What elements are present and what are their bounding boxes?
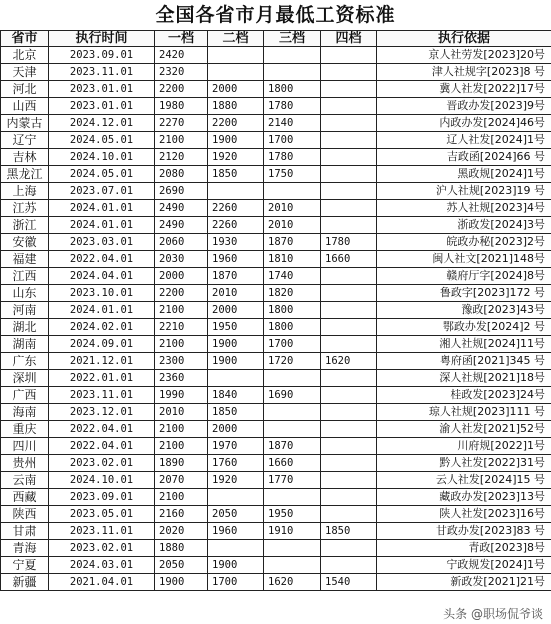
cell-tier-2: 1700 [208, 574, 264, 591]
cell-effective-date: 2024.04.01 [49, 268, 155, 285]
cell-province: 西藏 [1, 489, 49, 506]
cell-tier-2: 2260 [208, 200, 264, 217]
cell-tier-3: 1870 [264, 438, 321, 455]
cell-effective-date: 2024.01.01 [49, 200, 155, 217]
cell-basis: 桂政发[2023]24号 [377, 387, 551, 404]
cell-effective-date: 2023.01.01 [49, 81, 155, 98]
header-tier-2: 二档 [208, 31, 264, 47]
cell-basis: 深人社规[2021]18号 [377, 370, 551, 387]
cell-tier-1: 2030 [155, 251, 208, 268]
table-row [1, 506, 551, 523]
table-row [1, 285, 551, 302]
cell-tier-1: 2020 [155, 523, 208, 540]
cell-tier-4 [321, 404, 377, 421]
cell-tier-3: 1750 [264, 166, 321, 183]
cell-basis: 陕人社发[2023]16号 [377, 506, 551, 523]
cell-effective-date: 2021.04.01 [49, 574, 155, 591]
cell-tier-1: 2100 [155, 336, 208, 353]
cell-effective-date: 2023.02.01 [49, 455, 155, 472]
cell-tier-2: 1880 [208, 98, 264, 115]
cell-effective-date: 2022.04.01 [49, 438, 155, 455]
cell-tier-4 [321, 370, 377, 387]
cell-province: 新疆 [1, 574, 49, 591]
cell-tier-1: 2490 [155, 217, 208, 234]
cell-province: 上海 [1, 183, 49, 200]
cell-effective-date: 2023.07.01 [49, 183, 155, 200]
table-row [1, 523, 551, 540]
cell-effective-date: 2023.05.01 [49, 506, 155, 523]
table-row [1, 455, 551, 472]
cell-tier-2: 2200 [208, 115, 264, 132]
cell-effective-date: 2023.11.01 [49, 523, 155, 540]
cell-basis: 川府规[2022]1号 [377, 438, 551, 455]
cell-tier-1: 2060 [155, 234, 208, 251]
cell-tier-2 [208, 64, 264, 81]
cell-tier-3: 1810 [264, 251, 321, 268]
cell-tier-2: 1870 [208, 268, 264, 285]
cell-effective-date: 2024.09.01 [49, 336, 155, 353]
cell-tier-2: 1960 [208, 523, 264, 540]
cell-tier-3: 1950 [264, 506, 321, 523]
cell-tier-4 [321, 268, 377, 285]
cell-effective-date: 2022.04.01 [49, 421, 155, 438]
cell-province: 海南 [1, 404, 49, 421]
table-row [1, 336, 551, 353]
header-province: 省市 [1, 31, 49, 47]
cell-tier-4 [321, 540, 377, 557]
cell-tier-2: 2000 [208, 421, 264, 438]
cell-basis: 冀人社发[2022]17号 [377, 81, 551, 98]
table-row [1, 166, 551, 183]
cell-basis: 赣府厅字[2024]8号 [377, 268, 551, 285]
cell-tier-4 [321, 285, 377, 302]
cell-tier-2: 1930 [208, 234, 264, 251]
cell-tier-1: 2160 [155, 506, 208, 523]
cell-province: 黑龙江 [1, 166, 49, 183]
cell-tier-4 [321, 132, 377, 149]
cell-tier-3 [264, 404, 321, 421]
cell-tier-1: 2080 [155, 166, 208, 183]
cell-province: 河北 [1, 81, 49, 98]
cell-province: 吉林 [1, 149, 49, 166]
table-row [1, 47, 551, 64]
cell-tier-4 [321, 506, 377, 523]
wage-table [0, 30, 551, 591]
header-basis: 执行依据 [377, 31, 551, 47]
cell-tier-3: 1870 [264, 234, 321, 251]
header-row [1, 31, 551, 47]
cell-effective-date: 2023.10.01 [49, 285, 155, 302]
table-row [1, 268, 551, 285]
cell-tier-4 [321, 421, 377, 438]
cell-tier-3: 1800 [264, 302, 321, 319]
cell-tier-4 [321, 336, 377, 353]
cell-tier-2: 1920 [208, 149, 264, 166]
cell-tier-1: 1990 [155, 387, 208, 404]
cell-tier-1: 2100 [155, 489, 208, 506]
cell-tier-2: 1760 [208, 455, 264, 472]
cell-tier-1: 1890 [155, 455, 208, 472]
cell-effective-date: 2023.03.01 [49, 234, 155, 251]
cell-tier-1: 2420 [155, 47, 208, 64]
cell-tier-4: 1540 [321, 574, 377, 591]
table-row [1, 81, 551, 98]
cell-province: 浙江 [1, 217, 49, 234]
cell-province: 云南 [1, 472, 49, 489]
cell-tier-4 [321, 217, 377, 234]
cell-tier-1: 1880 [155, 540, 208, 557]
cell-effective-date: 2023.09.01 [49, 47, 155, 64]
cell-province: 甘肃 [1, 523, 49, 540]
cell-tier-4 [321, 81, 377, 98]
cell-tier-3 [264, 489, 321, 506]
cell-tier-1: 2120 [155, 149, 208, 166]
cell-basis: 甘政办发[2023]83 号 [377, 523, 551, 540]
cell-tier-4 [321, 149, 377, 166]
cell-tier-1: 2000 [155, 268, 208, 285]
table-row [1, 557, 551, 574]
cell-effective-date: 2023.02.01 [49, 540, 155, 557]
cell-tier-1: 2270 [155, 115, 208, 132]
cell-basis: 黔人社发[2022]31号 [377, 455, 551, 472]
cell-basis: 湘人社规[2024]11号 [377, 336, 551, 353]
cell-tier-3: 1770 [264, 472, 321, 489]
cell-tier-2: 2260 [208, 217, 264, 234]
cell-province: 安徽 [1, 234, 49, 251]
cell-tier-1: 2100 [155, 302, 208, 319]
cell-province: 重庆 [1, 421, 49, 438]
cell-effective-date: 2022.01.01 [49, 370, 155, 387]
table-row [1, 472, 551, 489]
cell-tier-3: 2140 [264, 115, 321, 132]
cell-tier-4 [321, 64, 377, 81]
cell-effective-date: 2022.04.01 [49, 251, 155, 268]
table-row [1, 200, 551, 217]
table-row [1, 149, 551, 166]
table-row [1, 319, 551, 336]
cell-tier-1: 2100 [155, 438, 208, 455]
cell-tier-4 [321, 489, 377, 506]
cell-tier-4 [321, 557, 377, 574]
cell-tier-3: 1820 [264, 285, 321, 302]
cell-tier-3: 1800 [264, 319, 321, 336]
cell-tier-4 [321, 319, 377, 336]
cell-province: 广东 [1, 353, 49, 370]
table-row [1, 370, 551, 387]
cell-basis: 苏人社规[2023]4号 [377, 200, 551, 217]
cell-province: 山东 [1, 285, 49, 302]
table-row [1, 302, 551, 319]
cell-tier-2: 1840 [208, 387, 264, 404]
cell-tier-2: 1900 [208, 132, 264, 149]
table-row [1, 234, 551, 251]
cell-tier-4: 1780 [321, 234, 377, 251]
cell-basis: 沪人社规[2023]19 号 [377, 183, 551, 200]
cell-tier-3: 1700 [264, 132, 321, 149]
cell-province: 天津 [1, 64, 49, 81]
cell-effective-date: 2024.05.01 [49, 166, 155, 183]
cell-effective-date: 2024.10.01 [49, 149, 155, 166]
cell-tier-2 [208, 370, 264, 387]
cell-tier-2: 2010 [208, 285, 264, 302]
cell-tier-1: 2210 [155, 319, 208, 336]
cell-tier-4: 1850 [321, 523, 377, 540]
table-row [1, 489, 551, 506]
cell-tier-2: 1850 [208, 166, 264, 183]
cell-basis: 吉政函[2024]66 号 [377, 149, 551, 166]
cell-tier-1: 2100 [155, 132, 208, 149]
table-row [1, 387, 551, 404]
table-row [1, 64, 551, 81]
cell-basis: 黑政规[2024]1号 [377, 166, 551, 183]
cell-effective-date: 2021.12.01 [49, 353, 155, 370]
cell-tier-4 [321, 47, 377, 64]
cell-tier-3: 1620 [264, 574, 321, 591]
cell-tier-2: 1920 [208, 472, 264, 489]
cell-tier-3: 1660 [264, 455, 321, 472]
cell-basis: 辽人社发[2024]1号 [377, 132, 551, 149]
cell-province: 河南 [1, 302, 49, 319]
cell-tier-3 [264, 64, 321, 81]
cell-tier-4 [321, 438, 377, 455]
table-row [1, 404, 551, 421]
cell-effective-date: 2024.12.01 [49, 115, 155, 132]
table-row [1, 540, 551, 557]
cell-province: 青海 [1, 540, 49, 557]
cell-tier-4 [321, 183, 377, 200]
cell-tier-2: 1900 [208, 336, 264, 353]
cell-tier-3: 2010 [264, 217, 321, 234]
cell-tier-4 [321, 200, 377, 217]
cell-basis: 内政办发[2024]46号 [377, 115, 551, 132]
cell-tier-2: 2050 [208, 506, 264, 523]
cell-tier-4 [321, 166, 377, 183]
header-tier-4: 四档 [321, 31, 377, 47]
cell-tier-3 [264, 47, 321, 64]
table-row [1, 421, 551, 438]
cell-basis: 云人社发[2024]15 号 [377, 472, 551, 489]
cell-tier-4 [321, 302, 377, 319]
cell-effective-date: 2024.02.01 [49, 319, 155, 336]
cell-tier-1: 2100 [155, 421, 208, 438]
cell-effective-date: 2024.03.01 [49, 557, 155, 574]
cell-effective-date: 2024.10.01 [49, 472, 155, 489]
cell-effective-date: 2023.01.01 [49, 98, 155, 115]
cell-tier-1: 2070 [155, 472, 208, 489]
cell-tier-4 [321, 98, 377, 115]
cell-tier-3: 1720 [264, 353, 321, 370]
cell-tier-1: 2200 [155, 285, 208, 302]
header-effective-date: 执行时间 [49, 31, 155, 47]
cell-province: 山西 [1, 98, 49, 115]
cell-basis: 闽人社文[2021]148号 [377, 251, 551, 268]
cell-province: 湖南 [1, 336, 49, 353]
cell-tier-2 [208, 489, 264, 506]
cell-tier-3 [264, 540, 321, 557]
cell-tier-2: 1850 [208, 404, 264, 421]
cell-tier-3: 2010 [264, 200, 321, 217]
cell-province: 宁夏 [1, 557, 49, 574]
cell-basis: 浙政发[2024]3号 [377, 217, 551, 234]
table-body [1, 47, 551, 591]
page-title: 全国各省市月最低工资标准 [155, 4, 396, 26]
cell-tier-1: 2320 [155, 64, 208, 81]
cell-tier-3: 1910 [264, 523, 321, 540]
cell-tier-1: 2200 [155, 81, 208, 98]
cell-tier-3 [264, 183, 321, 200]
cell-province: 湖北 [1, 319, 49, 336]
cell-province: 陕西 [1, 506, 49, 523]
cell-basis: 晋政办发[2023]9号 [377, 98, 551, 115]
cell-basis: 藏政办发[2023]13号 [377, 489, 551, 506]
cell-tier-2 [208, 47, 264, 64]
cell-tier-3 [264, 557, 321, 574]
cell-tier-2: 1900 [208, 353, 264, 370]
cell-tier-1: 2050 [155, 557, 208, 574]
cell-effective-date: 2023.09.01 [49, 489, 155, 506]
cell-tier-3: 1780 [264, 98, 321, 115]
table-row [1, 217, 551, 234]
cell-tier-1: 1980 [155, 98, 208, 115]
cell-tier-4 [321, 455, 377, 472]
cell-tier-1: 2360 [155, 370, 208, 387]
table-row [1, 115, 551, 132]
table-row [1, 98, 551, 115]
cell-tier-2: 1970 [208, 438, 264, 455]
cell-tier-1: 2490 [155, 200, 208, 217]
cell-tier-2 [208, 183, 264, 200]
cell-effective-date: 2024.05.01 [49, 132, 155, 149]
cell-effective-date: 2024.01.01 [49, 217, 155, 234]
cell-province: 内蒙古 [1, 115, 49, 132]
cell-tier-2: 1900 [208, 557, 264, 574]
cell-effective-date: 2023.12.01 [49, 404, 155, 421]
cell-basis: 青政[2023]8号 [377, 540, 551, 557]
cell-tier-3: 1800 [264, 81, 321, 98]
cell-effective-date: 2024.01.01 [49, 302, 155, 319]
cell-tier-1: 1900 [155, 574, 208, 591]
cell-tier-2: 1950 [208, 319, 264, 336]
cell-tier-3: 1740 [264, 268, 321, 285]
cell-tier-1: 2690 [155, 183, 208, 200]
cell-province: 四川 [1, 438, 49, 455]
cell-tier-3 [264, 370, 321, 387]
header-tier-3: 三档 [264, 31, 321, 47]
cell-tier-4: 1620 [321, 353, 377, 370]
cell-province: 江苏 [1, 200, 49, 217]
cell-tier-2: 1960 [208, 251, 264, 268]
table-row [1, 574, 551, 591]
cell-tier-2 [208, 540, 264, 557]
table-row [1, 132, 551, 149]
cell-tier-3: 1780 [264, 149, 321, 166]
cell-tier-4 [321, 472, 377, 489]
cell-province: 广西 [1, 387, 49, 404]
cell-basis: 琼人社规[2023]111 号 [377, 404, 551, 421]
cell-basis: 皖政办秘[2023]2号 [377, 234, 551, 251]
cell-province: 福建 [1, 251, 49, 268]
table-row [1, 183, 551, 200]
cell-basis: 新政发[2021]21号 [377, 574, 551, 591]
cell-basis: 宁政规发[2024]1号 [377, 557, 551, 574]
cell-province: 北京 [1, 47, 49, 64]
cell-basis: 粤府函[2021]345 号 [377, 353, 551, 370]
cell-basis: 鄂政办发[2024]2 号 [377, 319, 551, 336]
cell-province: 江西 [1, 268, 49, 285]
cell-basis: 京人社劳发[2023]20号 [377, 47, 551, 64]
cell-basis: 鲁政字[2023]172 号 [377, 285, 551, 302]
cell-tier-2: 2000 [208, 81, 264, 98]
cell-tier-3 [264, 421, 321, 438]
cell-effective-date: 2023.11.01 [49, 64, 155, 81]
cell-tier-1: 2300 [155, 353, 208, 370]
cell-province: 辽宁 [1, 132, 49, 149]
cell-basis: 津人社规字[2023]8 号 [377, 64, 551, 81]
cell-tier-2: 2000 [208, 302, 264, 319]
cell-basis: 豫政[2023]43号 [377, 302, 551, 319]
table-row [1, 251, 551, 268]
cell-tier-1: 2010 [155, 404, 208, 421]
cell-tier-4 [321, 115, 377, 132]
table-row [1, 438, 551, 455]
cell-effective-date: 2023.11.01 [49, 387, 155, 404]
cell-tier-3: 1700 [264, 336, 321, 353]
table-row [1, 353, 551, 370]
cell-tier-3: 1690 [264, 387, 321, 404]
watermark: 头条 @职场侃爷谈 [443, 607, 543, 621]
cell-province: 贵州 [1, 455, 49, 472]
cell-basis: 渝人社发[2021]52号 [377, 421, 551, 438]
header-tier-1: 一档 [155, 31, 208, 47]
cell-tier-4 [321, 387, 377, 404]
cell-tier-4: 1660 [321, 251, 377, 268]
cell-province: 深圳 [1, 370, 49, 387]
